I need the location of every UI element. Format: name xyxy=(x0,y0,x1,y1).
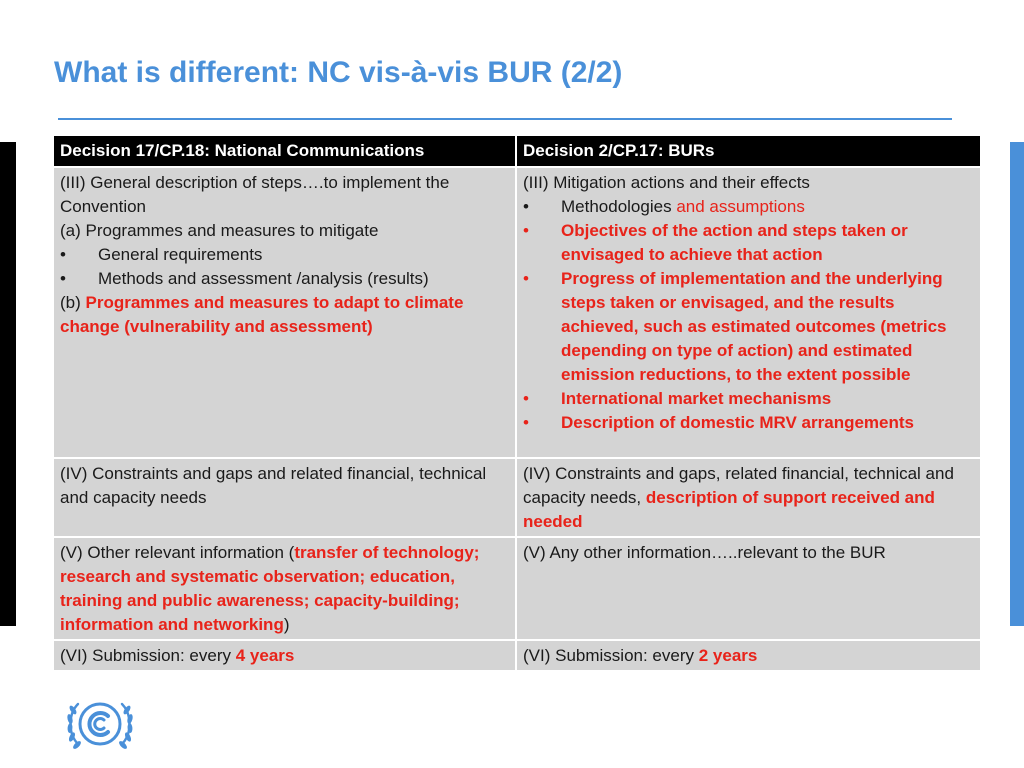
list-item xyxy=(523,195,975,219)
other-info-suffix: ) xyxy=(283,615,290,634)
nc-general-description: (III) General description of steps….to implement the Convention xyxy=(60,173,450,216)
nc-submission-cell xyxy=(53,640,516,671)
table-row xyxy=(53,167,981,458)
page-title: What is different: NC vis-à-vis BUR (2/2) xyxy=(54,56,623,89)
title-divider xyxy=(58,118,952,120)
list-item xyxy=(523,411,975,435)
bullet-icon: • xyxy=(523,269,529,288)
list-item xyxy=(60,267,510,291)
bur-constraints-text: (IV) Constraints and gaps, related financial, technical and capacity needs, xyxy=(523,464,954,507)
header-national-communications: Decision 17/CP.18: National Communications xyxy=(53,135,516,167)
list-item xyxy=(523,219,975,267)
table-row xyxy=(53,458,981,537)
bur-submission-years: 2 years xyxy=(698,646,758,665)
header-burs: Decision 2/CP.17: BURs xyxy=(516,135,981,167)
bur-submission-text: (VI) Submission: every xyxy=(523,646,699,665)
list-item xyxy=(523,387,975,411)
bullet-icon: • xyxy=(523,389,529,408)
nc-submission-years: 4 years xyxy=(235,646,295,665)
list-item xyxy=(523,267,975,387)
nc-mitigation-programmes: (a) Programmes and measures to mitigate xyxy=(60,221,379,240)
table-row xyxy=(53,537,981,640)
nc-constraints-cell: (IV) Constraints and gaps and related financial, technical and capacity needs xyxy=(53,458,516,537)
list-item xyxy=(60,243,510,267)
bullet-text xyxy=(561,195,975,219)
bullet-text: Objectives of the action and steps taken or envisaged to achieve that action xyxy=(561,221,908,264)
methodologies-text: Methodologies xyxy=(561,197,677,216)
adaptation-prefix: (b) xyxy=(60,293,86,312)
nc-mitigation-cell xyxy=(53,167,516,458)
other-info-highlight: transfer of technology; research and systematic observation; education, training and public awareness; capacity-building; information and networking xyxy=(60,543,480,634)
other-info-prefix: (V) Other relevant information ( xyxy=(60,543,295,562)
bur-mitigation-cell xyxy=(516,167,981,458)
nc-adaptation-programmes xyxy=(60,291,510,339)
bur-constraints-cell xyxy=(516,458,981,537)
adaptation-highlight: Programmes and measures to adapt to climate change (vulnerability and assessment) xyxy=(60,293,464,336)
table-header-row xyxy=(53,135,981,167)
nc-other-info-cell xyxy=(53,537,516,640)
right-accent-bar xyxy=(1010,142,1024,626)
bullet-icon: • xyxy=(60,245,66,264)
bullet-text: Progress of implementation and the underlying steps taken or envisaged, and the results achieved, such as estimated outcomes (metrics depending on type of action) and estimated emission reductions, to the extent possible xyxy=(561,269,947,384)
unfccc-logo-icon xyxy=(64,694,136,756)
bur-mitigation-actions: (III) Mitigation actions and their effects xyxy=(523,173,810,192)
left-accent-bar xyxy=(0,142,16,626)
bullet-icon: • xyxy=(523,197,529,216)
bullet-icon: • xyxy=(523,413,529,432)
nc-submission-text: (VI) Submission: every xyxy=(60,646,236,665)
bullet-text: Description of domestic MRV arrangements xyxy=(561,413,914,432)
bullet-icon: • xyxy=(60,269,66,288)
assumptions-text: and assumptions xyxy=(676,197,805,216)
bullet-text: International market mechanisms xyxy=(561,389,832,408)
bullet-text: Methods and assessment /analysis (results) xyxy=(98,269,429,288)
bullet-icon: • xyxy=(523,221,529,240)
table-row xyxy=(53,640,981,671)
bullet-text: General requirements xyxy=(98,245,263,264)
bur-other-info-cell: (V) Any other information…..relevant to the BUR xyxy=(516,537,981,640)
comparison-table xyxy=(52,134,982,672)
bur-submission-cell xyxy=(516,640,981,671)
bur-support-highlight: description of support received and needed xyxy=(523,488,935,531)
